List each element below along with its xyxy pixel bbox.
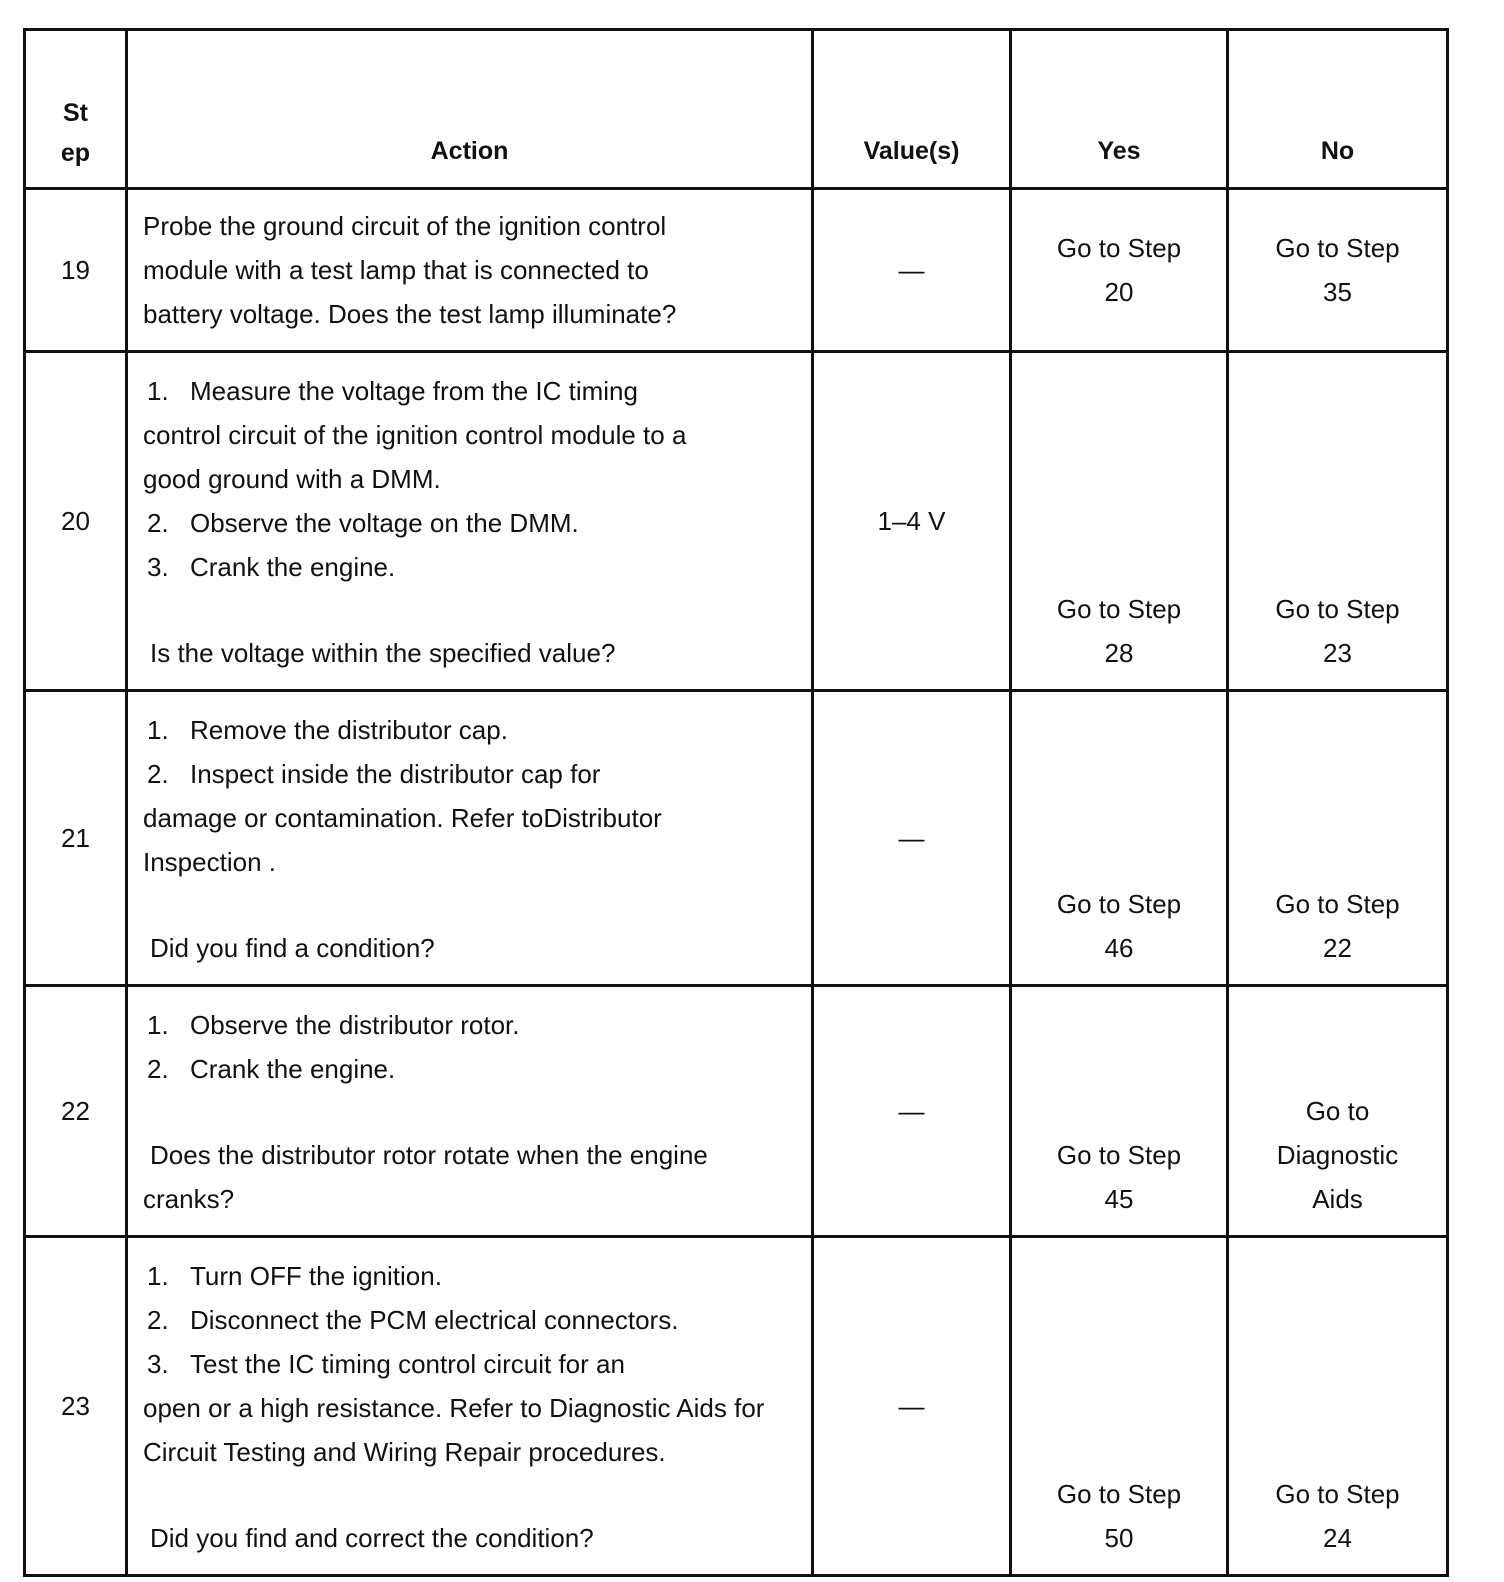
- header-no: No: [1228, 30, 1448, 189]
- step-number: 21: [25, 691, 127, 986]
- question-text: Did you find a condition?: [150, 933, 435, 963]
- header-action: Action: [127, 30, 813, 189]
- value-cell: —: [813, 691, 1011, 986]
- yes-cell: Go to Step 50: [1011, 1237, 1228, 1576]
- question-text: Did you find and correct the condition?: [150, 1523, 594, 1553]
- value-cell: —: [813, 1237, 1011, 1576]
- header-yes: Yes: [1011, 30, 1228, 189]
- no-cell: Go to Step 23: [1228, 352, 1448, 691]
- no-cell: Go to Diagnostic Aids: [1228, 986, 1448, 1237]
- value-cell: —: [813, 189, 1011, 352]
- step-number: 19: [25, 189, 127, 352]
- table-row: [25, 352, 1448, 691]
- action-cell: 1. Turn OFF the ignition. 2. Disconnect the PCM electrical connectors. 3. Test the IC timing control circuit for an open or a high resistance. Refer to Diagnostic Aids for Circuit Testing and Wiring Repair procedures. Did you find and correct the condition?: [127, 1237, 813, 1576]
- value-cell: 1–4 V: [813, 352, 1011, 691]
- diagnostic-table: [23, 28, 1449, 1577]
- no-cell: Go to Step 35: [1228, 189, 1448, 352]
- action-cell: 1. Measure the voltage from the IC timing control circuit of the ignition control module to a good ground with a DMM. 2. Observe the voltage on the DMM. 3. Crank the engine. Is the voltage within the specified value?: [127, 352, 813, 691]
- table-row: [25, 691, 1448, 986]
- yes-cell: Go to Step 46: [1011, 691, 1228, 986]
- table-row: [25, 986, 1448, 1237]
- step-number: 23: [25, 1237, 127, 1576]
- yes-cell: Go to Step 20: [1011, 189, 1228, 352]
- no-cell: Go to Step 22: [1228, 691, 1448, 986]
- action-cell: Probe the ground circuit of the ignition control module with a test lamp that is connected to battery voltage. Does the test lamp illuminate?: [127, 189, 813, 352]
- table-row: [25, 1237, 1448, 1576]
- action-cell: 1. Remove the distributor cap. 2. Inspect inside the distributor cap for damage or contamination. Refer toDistributor Inspection . Did you find a condition?: [127, 691, 813, 986]
- no-cell: Go to Step 24: [1228, 1237, 1448, 1576]
- value-cell: —: [813, 986, 1011, 1237]
- question-text: Is the voltage within the specified value?: [150, 638, 616, 668]
- table-row: [25, 189, 1448, 352]
- header-step: St ep: [25, 30, 127, 189]
- action-cell: 1. Observe the distributor rotor. 2. Crank the engine. Does the distributor rotor rotate when the engine cranks?: [127, 986, 813, 1237]
- question-text: Does the distributor rotor rotate when the engine: [150, 1140, 708, 1170]
- step-number: 22: [25, 986, 127, 1237]
- step-number: 20: [25, 352, 127, 691]
- yes-cell: Go to Step 28: [1011, 352, 1228, 691]
- header-row: [25, 30, 1448, 189]
- header-value: Value(s): [813, 30, 1011, 189]
- yes-cell: Go to Step 45: [1011, 986, 1228, 1237]
